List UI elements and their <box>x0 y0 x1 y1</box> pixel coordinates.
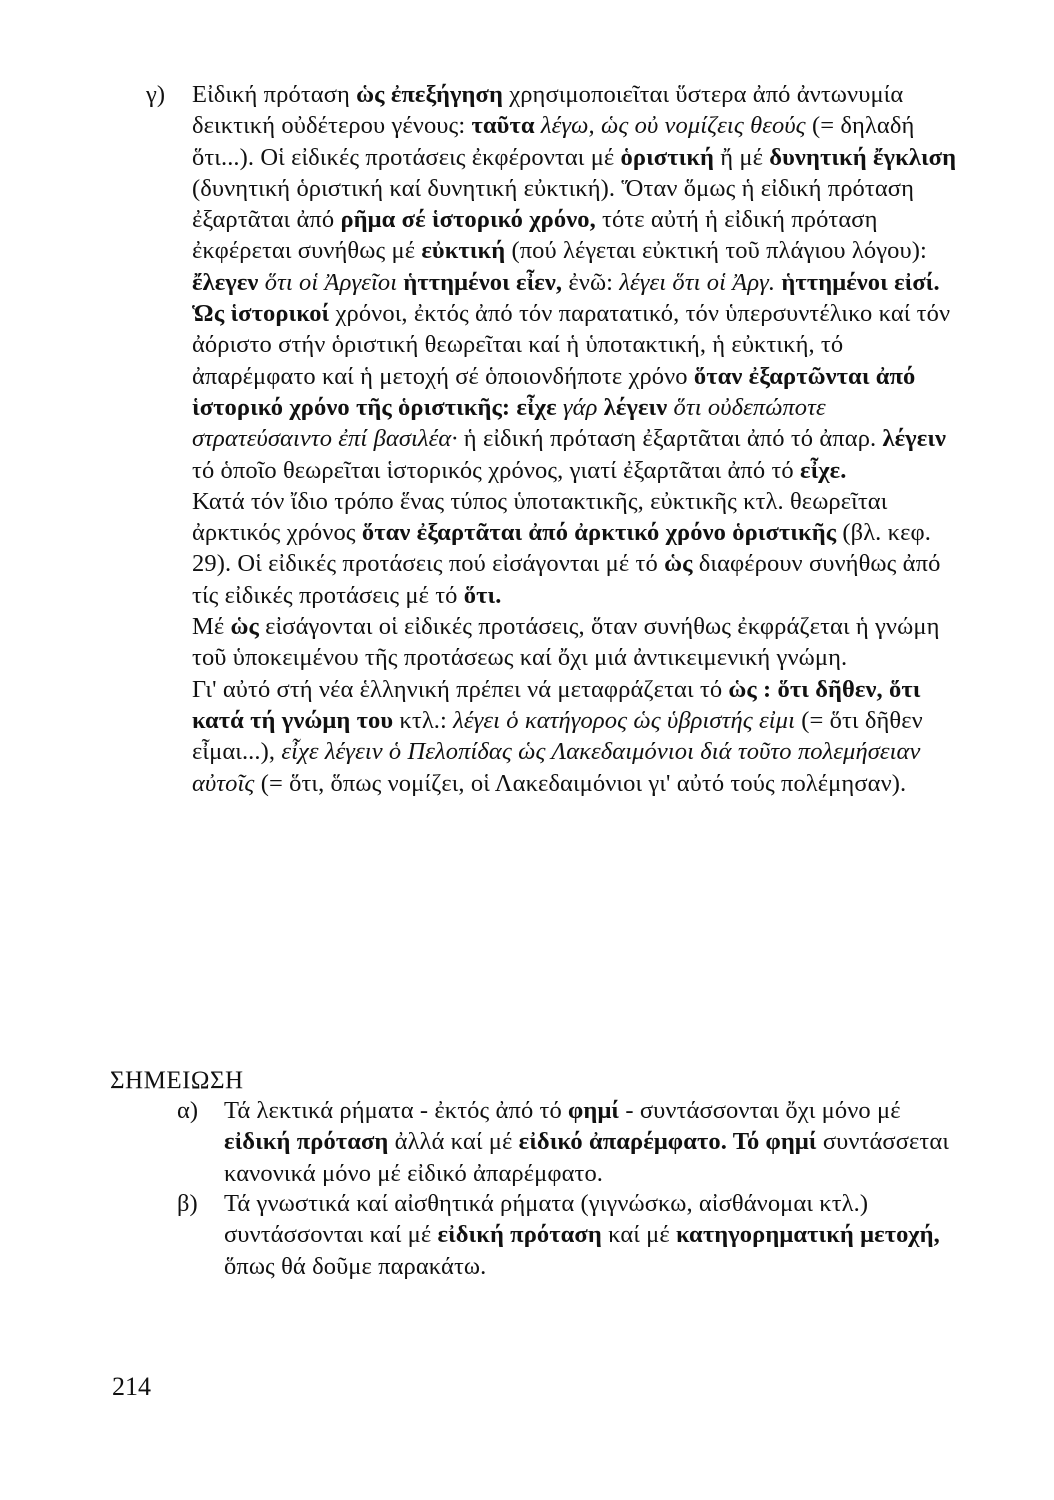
text-run: ἀλλά καί μέ <box>388 1128 519 1156</box>
note-item-text <box>224 1188 954 1282</box>
italic-run: ὅτι οἱ Ἀργεῖοι <box>264 268 398 296</box>
bold-run: ὅταν ἐξαρτῶνται ἀπό ἱστορικό χρόνο τῆς ὁριστικῆς: εἶχε <box>192 362 916 421</box>
bold-run: κατηγορηματική μετοχή, <box>676 1221 940 1249</box>
bold-run: ἡττημένοι εἶεν, <box>403 268 563 296</box>
page-number: 214 <box>112 1372 151 1401</box>
paragraph <box>192 611 962 674</box>
italic-run: γάρ <box>562 393 598 421</box>
text-run: κτλ.: <box>393 706 454 734</box>
bold-run: εἰδική πρόταση <box>437 1221 602 1249</box>
text-run: Μέ <box>192 613 231 641</box>
bold-run: εὐκτική <box>421 237 506 265</box>
text-run: (= ὅτι, ὅπως νομίζει, οἱ Λακεδαιμόνιοι γι' αὐτό τούς πολέμησαν). <box>254 769 907 797</box>
main-text <box>192 79 962 799</box>
section-marker: γ) <box>146 81 165 108</box>
paragraph <box>192 486 962 611</box>
note-heading: ΣΗΜΕΙΩΣΗ <box>110 1067 244 1094</box>
bold-run: εἰδικό ἀπαρέμφατο. Τό φημί <box>518 1128 817 1156</box>
italic-run: λέγει ὁ κατήγορος ὡς ὑβριστής εἰμι <box>453 706 795 734</box>
text-run: (πού λέγεται εὐκτική τοῦ πλάγιου λόγου): <box>505 237 927 265</box>
bold-run: ρῆμα σέ ἱστορικό χρόνο, <box>340 206 596 234</box>
text-run: ἤ μέ <box>714 143 770 171</box>
text-run: Τά γνωστικά καί αἰσθητικά ρήματα (γιγνώσκω, αἰσθάνομαι κτλ.) συντάσσονται καί μέ <box>224 1190 869 1249</box>
bold-run: ὁριστική <box>620 143 715 171</box>
text-run: διαφέρουν συνήθως ἀπό τίς εἰδικές προτάσεις μέ τό <box>192 550 941 609</box>
bold-run: ὅτι. <box>463 581 502 609</box>
text-run: τό ὁποῖο θεωρεῖται ἱστορικός χρόνος, γιατί ἐξαρτᾶται ἀπό τό <box>192 456 800 484</box>
bold-run: ἡττημένοι εἰσί. <box>781 268 940 296</box>
bold-run: εἶχε. <box>800 456 847 484</box>
bold-run: εἰδική πρόταση <box>224 1128 389 1156</box>
text-run: εἰσάγονται οἱ εἰδικές προτάσεις, ὅταν συνήθως ἐκφράζεται ἡ γνώμη τοῦ ὑποκειμένου τῆς προτάσεως καί ὄχι μιά ἀντικειμενική γνώμη. <box>192 613 940 672</box>
bold-run: ὡς ἐπεξήγηση <box>356 81 503 108</box>
bold-run: ὅταν ἐξαρτᾶται ἀπό ἀρκτικό χρόνο ὁριστικῆς <box>361 519 837 547</box>
text-run: ἡ εἰδική πρόταση ἐξαρτᾶται ἀπό τό ἀπαρ. <box>457 425 883 453</box>
note-item-text <box>224 1095 954 1189</box>
italic-run: εἶχε λέγειν ὁ Πελοπίδας ὡς Λακεδαιμόνιοι διά τοῦτο πολεμήσειαν αὐτοῖς <box>192 738 921 797</box>
bold-run: ὡς : ὅτι δῆθεν, ὅτι κατά τή γνώμη του <box>192 675 921 734</box>
text-run: χρόνοι, ἐκτός ἀπό τόν παρατατικό, τόν ὑπερσυντέλικο καί τόν ἀόριστο στήν ὁριστική θεωρεῖται καί ἡ ὑποτακτική, ἡ εὐκτική, τό ἀπαρέμφατο καί ἡ μετοχή σέ ὁποιονδήποτε χρόνο <box>192 300 951 390</box>
italic-run: λέγει ὅτι οἱ Ἀργ. <box>619 268 776 296</box>
italic-run: λέγω, ὡς οὐ νομίζεις θεούς <box>540 112 806 140</box>
text-run: Κατά τόν ἴδιο τρόπο ἕνας τύπος ὑποτακτικῆς, εὐκτικῆς κτλ. θεωρεῖται ἀρκτικός χρόνος <box>192 487 888 547</box>
text-run: τότε αὐτή ἡ εἰδική πρόταση ἐκφέρεται συνήθως μέ <box>192 206 878 265</box>
text-run: συντάσσεται κανονικά μόνο μέ εἰδικό ἀπαρέμφατο. <box>224 1128 950 1187</box>
paragraph <box>192 674 962 799</box>
bold-run: ὡς <box>230 613 259 641</box>
bold-run: ταῦτα <box>471 112 535 140</box>
bold-run: λέγειν <box>603 393 668 421</box>
text-run: Τά λεκτικά ρήματα - ἐκτός ἀπό τό <box>224 1097 569 1124</box>
bold-run: ἔλεγεν <box>192 268 259 296</box>
text-run: (= ὅτι δῆθεν εἶμαι...), <box>192 706 923 766</box>
text-run: - συντάσσονται ὄχι μόνο μέ <box>619 1097 901 1124</box>
text-run: καί μέ <box>601 1221 677 1249</box>
text-run: Γι' αὐτό στή νέα ἑλληνική πρέπει νά μεταφράζεται τό <box>192 675 729 703</box>
bold-run: λέγειν <box>882 425 947 453</box>
text-run: χρησιμοποιεῖται ὕστερα ἀπό ἀντωνυμία δεικτική οὐδέτερου γένους: <box>192 81 904 140</box>
paragraph <box>192 298 962 486</box>
bold-run: Ὡς ἱστορικοί <box>192 300 330 328</box>
bold-run: ὡς <box>664 550 693 578</box>
text-run: ἐνῶ: <box>562 268 620 296</box>
bold-run: φημί <box>568 1097 620 1124</box>
text-run: (δυνητική ὁριστική καί δυνητική εὐκτική). Ὅταν ὅμως ἡ εἰδική πρόταση ἐξαρτᾶται ἀπό <box>192 174 914 234</box>
note-item-marker: β) <box>177 1190 198 1217</box>
text-run: ὅπως θά δοῦμε παρακάτω. <box>224 1252 487 1280</box>
note-item-marker: α) <box>177 1097 198 1124</box>
italic-run: ὅτι οὐδεπώποτε στρατεύσαιντο ἐπί βασιλέα· <box>192 393 826 453</box>
text-run: (βλ. κεφ. 29). Οἱ εἰδικές προτάσεις πού εἰσάγονται μέ τό <box>192 519 931 578</box>
text-run: Εἰδική πρόταση <box>192 81 357 108</box>
bold-run: δυνητική ἔγκλιση <box>769 143 957 171</box>
paragraph <box>192 79 962 298</box>
text-run: (= δηλαδή ὅτι...). Οἱ εἰδικές προτάσεις ἐκφέρονται μέ <box>192 112 915 171</box>
